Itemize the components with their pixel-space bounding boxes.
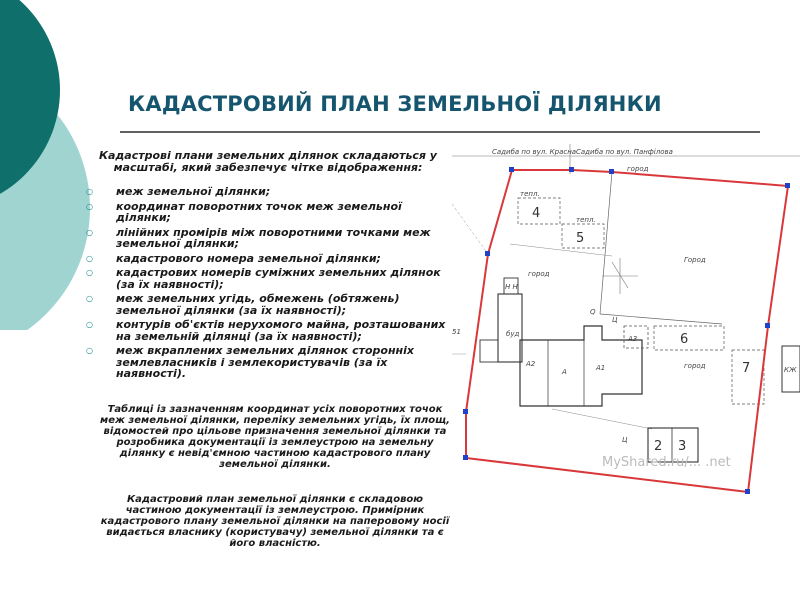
list-item-text: контурів об'єктів нерухомого майна, розташованих на земельній ділянці (за їх наявності); [116,318,446,343]
list-item-text: координат поворотних точок меж земельної ділянки; [116,199,402,224]
cadastral-plan-image [452,144,800,516]
turning-point [509,167,514,172]
requirements-list [86,186,450,383]
page-title: КАДАСТРОВИЙ ПЛАН ЗЕМЕЛЬНОЇ ДІЛЯНКИ [128,92,662,116]
list-item-text: меж земельних угідь, обмежень (обтяжень) земельної ділянки (за їх наявності); [116,292,400,317]
label-q: Q [590,308,596,316]
street-label-panfilova: Садиба по вул. Панфілова [576,148,673,156]
list-item-text: кадастрового номера земельної ділянки; [116,251,381,265]
label-tepl-5: тепл. [576,216,596,224]
list-item [86,345,450,380]
label-c-bottom: Ц [622,436,628,444]
list-item [86,186,450,198]
list-item [86,267,450,290]
label-51: 51 [452,328,461,336]
label-a2: А2 [526,360,536,368]
label-buff: буд [506,330,520,338]
label-tepl-4: тепл. [520,190,540,198]
building-number-3: 3 [678,439,687,454]
label-gorod-left: город [528,270,550,278]
bullet-icon: ○ [86,320,93,329]
label-a3: А3 [628,335,638,343]
list-item [86,293,450,316]
list-item-text: меж вкраплених земельних ділянок сторонніх землевласників і землекористувачів (за їх наявності). [116,344,415,380]
plan-ownership-paragraph: Кадастровий план земельної ділянки є складовою частиною документації із землеустрою. Примірник кадастрового плану земельної ділянки на паперовому носії видається власнику (користувачу) земельної ділянки та є його власністю. [100,494,450,549]
turning-point [745,489,750,494]
bullet-icon: ○ [86,253,93,263]
label-kzh: КЖ [784,366,797,374]
list-item [86,201,450,224]
list-item-text: лінійних промірів між поворотними точками меж земельної ділянки; [116,225,431,250]
label-a: А [562,368,567,376]
list-item-text: кадастрових номерів суміжних земельних ділянок (за їх наявності); [116,266,441,291]
turning-point [569,167,574,172]
title-divider [120,131,760,133]
intro-text: Кадастрові плани земельних ділянок складаються у масштабі, який забезпечує чітке відображення: [99,149,437,174]
bullet-icon: ○ [86,201,93,211]
turning-point [463,455,468,460]
label-hn: Н Н [505,283,518,291]
street-label-krasna: Садиба по вул. Красна [492,148,577,156]
building-number-4: 4 [532,206,541,221]
list-item [86,253,450,265]
bullet-icon: ○ [86,294,93,303]
bullet-icon: ○ [86,227,93,237]
turning-point [609,169,614,174]
label-a1: А1 [596,364,606,372]
coordinates-paragraph: Таблиці із зазначенням координат усіх поворотних точок меж земельної ділянки, переліку земельних угідь, їх площ, відомостей про цільове призначення земельної ділянки та розробника документації із землеустрою на земельну ділянку є невід'ємною частиною кадастрового плану земельної ділянки. [100,404,450,470]
building-number-2: 2 [654,439,663,454]
label-gorod-lower: город [684,362,706,370]
building-number-6: 6 [680,332,689,347]
list-item [86,227,450,250]
bullet-icon: ○ [86,346,93,355]
label-gorod-right: Город [684,256,706,264]
turning-point [765,323,770,328]
building-number-5: 5 [576,231,585,246]
turning-point [463,409,468,414]
bullet-icon: ○ [86,187,93,196]
label-gorod-top: город [627,165,649,173]
watermark: MyShared.ru/... .net [602,455,731,470]
list-item [86,319,450,342]
building-number-7: 7 [742,361,751,376]
list-item-text: меж земельної ділянки; [116,185,271,198]
label-c-top: Ц [612,316,618,324]
cadastral-plan-drawing [452,144,800,516]
bullet-icon: ○ [86,268,93,277]
turning-point [485,251,490,256]
turning-point [785,183,790,188]
